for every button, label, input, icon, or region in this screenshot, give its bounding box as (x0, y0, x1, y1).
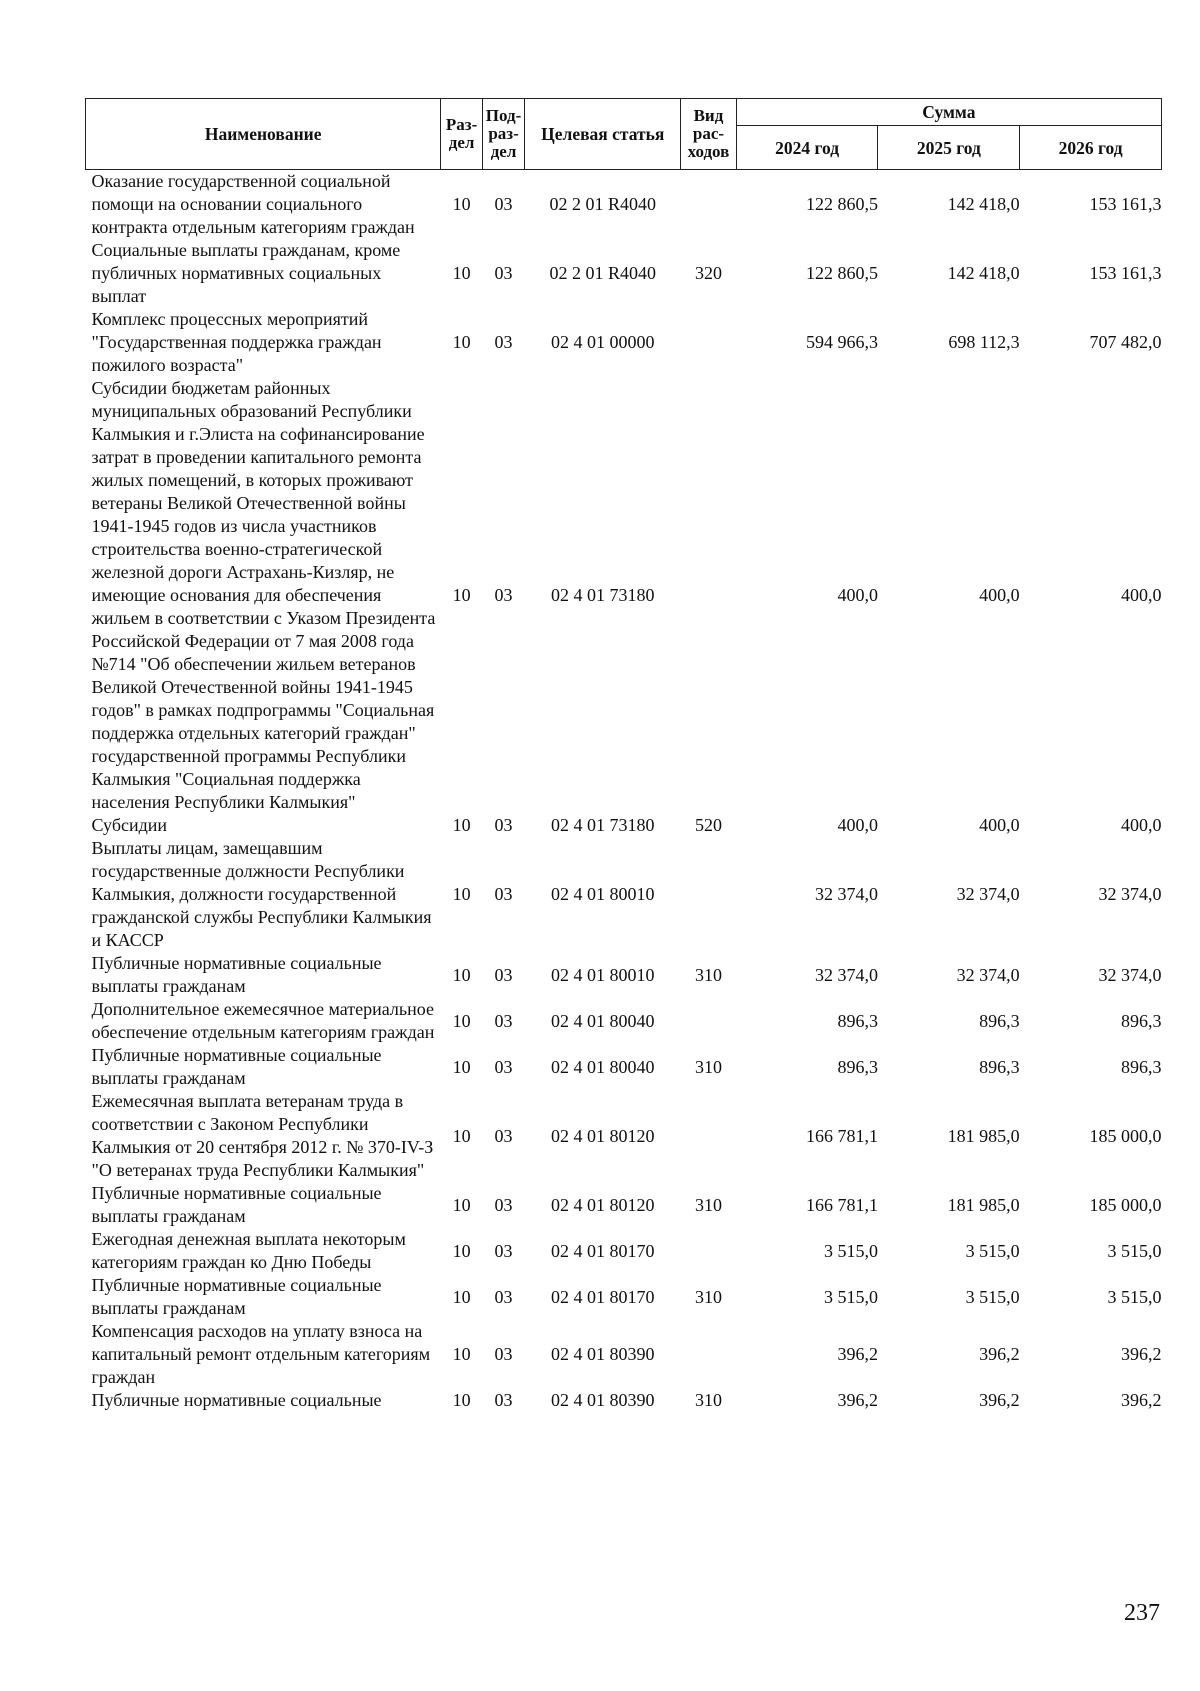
row-celevaya-statya: 02 4 01 80120 (550, 1125, 655, 1146)
row-podrazdel: 03 (494, 815, 513, 835)
row-vid-rashodov: 310 (694, 1390, 722, 1410)
row-razdel: 10 (452, 1240, 471, 1261)
row-sum-2026: 153 161,3 (1089, 194, 1162, 214)
row-celevaya-statya: 02 4 01 73180 (550, 585, 655, 605)
table-row (86, 952, 1162, 998)
header-summa: Сумма (736, 99, 1161, 126)
row-sum-2024: 400,0 (837, 585, 878, 605)
row-vid-rashodov (681, 308, 737, 377)
row-sum-2024: 896,3 (837, 1010, 878, 1031)
row-sum-2026: 707 482,0 (1089, 332, 1162, 352)
row-name: Публичные нормативные социальные выплаты гражданам (91, 953, 382, 996)
row-sum-2024: 3 515,0 (823, 1240, 878, 1261)
row-sum-2026: 32 374,0 (1098, 964, 1162, 985)
row-name: Публичные нормативные социальные (91, 1390, 382, 1410)
table-row (86, 837, 1162, 952)
row-sum-2025: 181 985,0 (947, 1194, 1020, 1215)
row-podrazdel: 03 (494, 194, 513, 214)
row-name: Оказание государственной социальной помощи на основании социального контракта отдельным категориям граждан (91, 171, 415, 237)
table-body (86, 170, 1162, 1413)
table-row (86, 1228, 1162, 1274)
row-razdel: 10 (452, 1125, 471, 1146)
row-sum-2024: 396,2 (837, 1390, 878, 1410)
row-razdel: 10 (452, 1344, 471, 1364)
row-name: Ежемесячная выплата ветеранам труда в соответствии с Законом Республики Калмыкия от 20 сентября 2012 г. № 370-IV-З "О ветеранах труда Республики Калмыкия" (91, 1091, 434, 1180)
row-razdel: 10 (452, 1056, 471, 1077)
row-sum-2024: 166 781,1 (805, 1194, 878, 1215)
table-header (86, 99, 1162, 170)
row-celevaya-statya: 02 4 01 80120 (550, 1194, 655, 1215)
row-celevaya-statya: 02 4 01 73180 (550, 815, 655, 835)
row-name: Субсидии бюджетам районных муниципальных образований Республики Калмыкия и г.Элиста на софинансирование затрат в проведении капитального ремонта жилых помещений, в которых проживают ветераны Великой Отечественной войны 1941-1945 годов из числа участников строительства военно-стратегической железной дороги Астрахань-Кизляр, не имеющие основания для обеспечения жильем в соответствии с Указом Президента Российской Федерации от 7 мая 2008 года №714 "Об обеспечении жильем ветеранов Великой Отечественной войны 1941-1945 годов" в рамках подпрограммы "Социальная поддержка отдельных категорий граждан" государственной программы Республики Калмыкия "Социальная поддержка населения Республики Калмыкия" (91, 378, 436, 812)
row-vid-rashodov (681, 170, 737, 240)
row-name: Публичные нормативные социальные выплаты гражданам (91, 1275, 382, 1318)
header-podrazdel: Под-раз-дел (482, 99, 525, 170)
header-razdel: Раз-дел (441, 99, 482, 170)
row-podrazdel: 03 (494, 884, 513, 904)
row-name: Публичные нормативные социальные выплаты гражданам (91, 1045, 382, 1088)
row-podrazdel: 03 (494, 585, 513, 605)
row-vid-rashodov (681, 1228, 737, 1274)
row-vid-rashodov: 310 (694, 964, 722, 985)
row-sum-2026: 896,3 (1121, 1010, 1162, 1031)
table-row (86, 998, 1162, 1044)
row-sum-2026: 396,2 (1121, 1390, 1162, 1410)
row-sum-2025: 181 985,0 (947, 1125, 1020, 1146)
row-vid-rashodov (681, 837, 737, 952)
row-sum-2025: 896,3 (979, 1010, 1020, 1031)
row-podrazdel: 03 (494, 332, 513, 352)
row-sum-2024: 594 966,3 (805, 332, 878, 352)
row-sum-2024: 3 515,0 (823, 1286, 878, 1307)
row-vid-rashodov: 320 (694, 263, 722, 283)
row-sum-2026: 153 161,3 (1089, 263, 1162, 283)
header-name: Наименование (86, 99, 441, 170)
row-sum-2026: 400,0 (1121, 585, 1162, 605)
row-razdel: 10 (452, 1194, 471, 1215)
row-sum-2026: 32 374,0 (1098, 884, 1162, 904)
row-sum-2025: 396,2 (979, 1390, 1020, 1410)
page-number: 237 (1124, 1600, 1160, 1626)
row-vid-rashodov: 310 (694, 1286, 722, 1307)
row-razdel: 10 (452, 1010, 471, 1031)
row-sum-2025: 142 418,0 (947, 194, 1020, 214)
row-podrazdel: 03 (494, 1344, 513, 1364)
table-row (86, 377, 1162, 814)
row-sum-2024: 896,3 (837, 1056, 878, 1077)
row-sum-2025: 698 112,3 (948, 332, 1020, 352)
row-sum-2025: 400,0 (979, 815, 1020, 835)
row-sum-2024: 400,0 (837, 815, 878, 835)
row-sum-2025: 896,3 (979, 1056, 1020, 1077)
row-vid-rashodov: 310 (694, 1194, 722, 1215)
budget-table (85, 98, 1162, 1412)
row-razdel: 10 (452, 332, 471, 352)
row-sum-2026: 400,0 (1121, 815, 1162, 835)
table-row (86, 239, 1162, 308)
row-sum-2026: 185 000,0 (1089, 1194, 1162, 1215)
row-name: Выплаты лицам, замещавшим государственные должности Республики Калмыкия, должности государственной гражданской службы Республики Калмыкия и КАССР (91, 838, 432, 950)
table-row (86, 1090, 1162, 1182)
table-row (86, 1320, 1162, 1389)
row-sum-2025: 3 515,0 (965, 1286, 1020, 1307)
row-podrazdel: 03 (494, 1125, 513, 1146)
row-celevaya-statya: 02 4 01 80390 (550, 1390, 655, 1410)
row-sum-2026: 896,3 (1121, 1056, 1162, 1077)
row-name: Ежегодная денежная выплата некоторым категориям граждан ко Дню Победы (91, 1229, 406, 1272)
row-podrazdel: 03 (494, 263, 513, 283)
header-vid-rashodov: Вид рас-ходов (681, 99, 737, 170)
row-celevaya-statya: 02 2 01 R4040 (549, 263, 656, 283)
row-razdel: 10 (452, 884, 471, 904)
row-sum-2025: 32 374,0 (956, 884, 1020, 904)
row-sum-2025: 142 418,0 (947, 263, 1020, 283)
row-razdel: 10 (452, 1390, 471, 1410)
row-vid-rashodov (681, 998, 737, 1044)
row-razdel: 10 (452, 1286, 471, 1307)
table-row (86, 814, 1162, 837)
row-podrazdel: 03 (494, 1194, 513, 1215)
row-razdel: 10 (452, 815, 471, 835)
row-sum-2025: 400,0 (979, 585, 1020, 605)
row-celevaya-statya: 02 4 01 80010 (550, 964, 655, 985)
row-razdel: 10 (452, 263, 471, 283)
row-name: Социальные выплаты гражданам, кроме публичных нормативных социальных выплат (91, 240, 401, 306)
row-vid-rashodov (681, 1090, 737, 1182)
row-sum-2026: 3 515,0 (1107, 1240, 1162, 1261)
row-sum-2025: 396,2 (979, 1344, 1020, 1364)
table-row (86, 1274, 1162, 1320)
row-name: Дополнительное ежемесячное материальное обеспечение отдельным категориям граждан (91, 999, 435, 1042)
header-year-2025: 2025 год (878, 126, 1020, 170)
table-row (86, 170, 1162, 240)
row-sum-2024: 32 374,0 (814, 964, 878, 985)
row-sum-2026: 3 515,0 (1107, 1286, 1162, 1307)
header-celevaya-statya: Целевая статья (525, 99, 681, 170)
row-vid-rashodov: 520 (694, 815, 722, 835)
row-sum-2026: 185 000,0 (1089, 1125, 1162, 1146)
header-year-2026: 2026 год (1020, 126, 1162, 170)
row-podrazdel: 03 (494, 1286, 513, 1307)
row-name: Компенсация расходов на уплату взноса на капитальный ремонт отдельным категориям граждан (91, 1321, 431, 1387)
row-podrazdel: 03 (494, 1240, 513, 1261)
row-podrazdel: 03 (494, 1010, 513, 1031)
table-row (86, 1182, 1162, 1228)
row-podrazdel: 03 (494, 1056, 513, 1077)
row-name: Субсидии (91, 815, 168, 835)
row-vid-rashodov (681, 1320, 737, 1389)
row-celevaya-statya: 02 4 01 80010 (550, 884, 655, 904)
row-sum-2024: 122 860,5 (805, 263, 878, 283)
row-vid-rashodov: 310 (694, 1056, 722, 1077)
table-row (86, 1044, 1162, 1090)
row-sum-2024: 396,2 (837, 1344, 878, 1364)
row-name: Публичные нормативные социальные выплаты гражданам (91, 1183, 382, 1226)
row-razdel: 10 (452, 964, 471, 985)
row-podrazdel: 03 (494, 964, 513, 985)
row-sum-2026: 396,2 (1121, 1344, 1162, 1364)
row-celevaya-statya: 02 4 01 00000 (550, 332, 655, 352)
table-row (86, 1389, 1162, 1412)
row-celevaya-statya: 02 4 01 80390 (550, 1344, 655, 1364)
row-razdel: 10 (452, 194, 471, 214)
row-podrazdel: 03 (494, 1390, 513, 1410)
row-name: Комплекс процессных мероприятий "Государственная поддержка граждан пожилого возраста" (91, 309, 382, 375)
row-celevaya-statya: 02 4 01 80040 (550, 1056, 655, 1077)
row-sum-2024: 122 860,5 (805, 194, 878, 214)
row-sum-2025: 3 515,0 (965, 1240, 1020, 1261)
row-vid-rashodov (681, 377, 737, 814)
row-celevaya-statya: 02 2 01 R4040 (549, 194, 656, 214)
header-year-2024: 2024 год (736, 126, 878, 170)
row-sum-2024: 166 781,1 (805, 1125, 878, 1146)
row-celevaya-statya: 02 4 01 80040 (550, 1010, 655, 1031)
row-celevaya-statya: 02 4 01 80170 (550, 1240, 655, 1261)
row-celevaya-statya: 02 4 01 80170 (550, 1286, 655, 1307)
row-sum-2024: 32 374,0 (814, 884, 878, 904)
row-razdel: 10 (452, 585, 471, 605)
row-sum-2025: 32 374,0 (956, 964, 1020, 985)
table-row (86, 308, 1162, 377)
